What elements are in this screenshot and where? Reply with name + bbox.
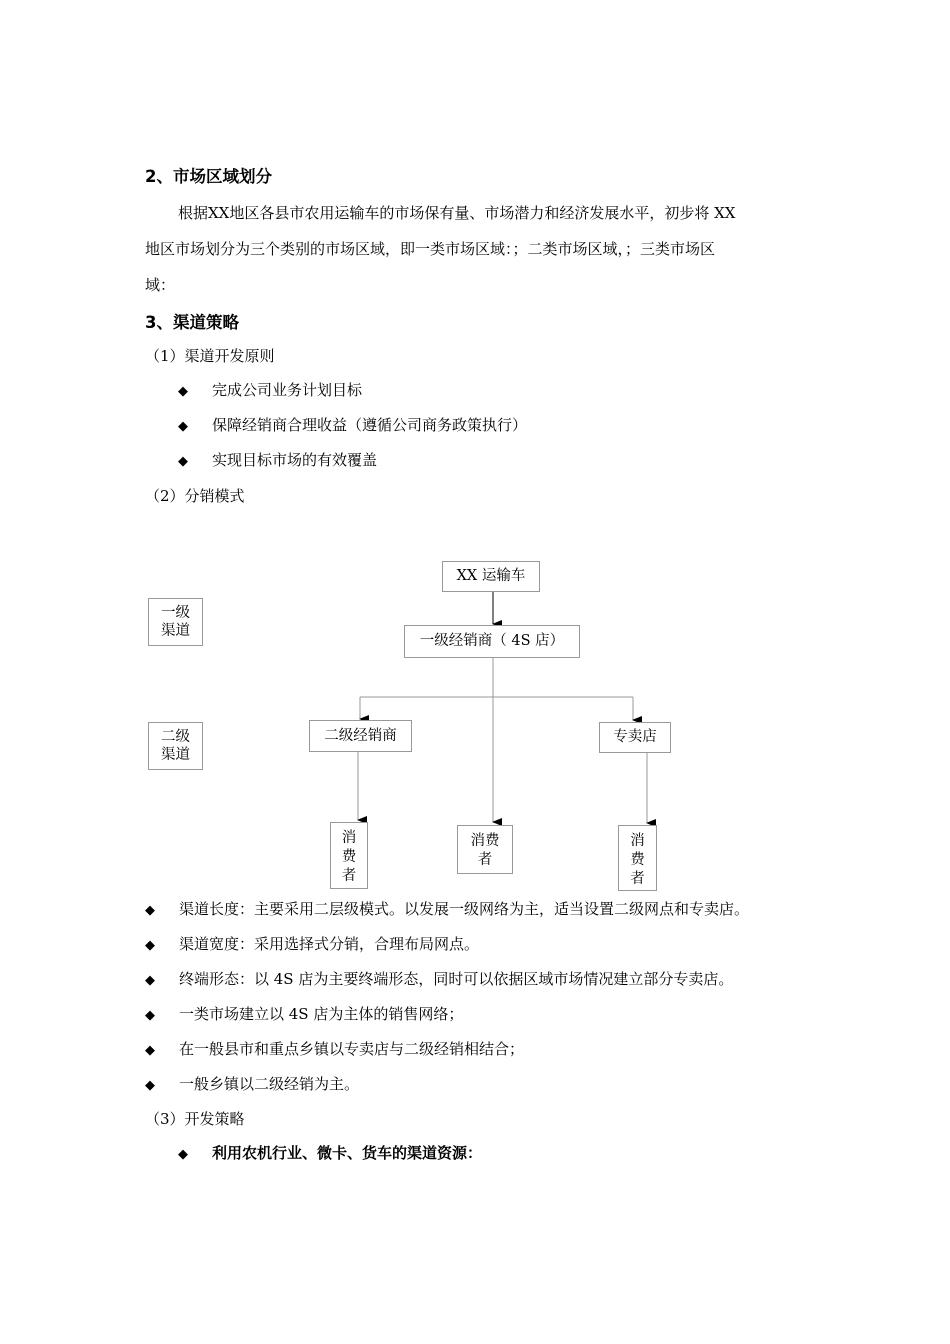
section-heading-market-division: 2、市场区域划分 — [145, 167, 272, 186]
diamond-bullet-icon: ◆ — [178, 419, 188, 434]
channel-point: ◆ 一般乡镇以二级经销为主。 — [145, 1075, 360, 1093]
diamond-bullet-icon: ◆ — [178, 1147, 188, 1162]
paragraph-line: 域： — [145, 276, 176, 294]
diamond-bullet-icon: ◆ — [145, 1008, 155, 1023]
principle-item: ◆ 完成公司业务计划目标 — [178, 381, 363, 399]
diamond-bullet-icon: ◆ — [145, 903, 155, 918]
level1-channel-label: 一级 渠道 — [148, 598, 203, 646]
subheading-channel-principles: （1）渠道开发原则 — [145, 347, 275, 365]
principle-item: ◆ 实现目标市场的有效覆盖 — [178, 451, 378, 469]
node-consumer: 消 费 者 — [618, 825, 657, 891]
diamond-bullet-icon: ◆ — [178, 384, 188, 399]
level2-channel-label: 二级 渠道 — [148, 722, 203, 770]
channel-point: ◆ 在一般县市和重点乡镇以专卖店与二级经销相结合； — [145, 1040, 525, 1058]
channel-point: ◆ 渠道长度：主要采用二层级模式。以发展一级网络为主，适当设置二级网点和专卖店。 — [145, 900, 750, 918]
subheading-development-strategy: （3）开发策略 — [145, 1110, 245, 1128]
node-first-dealer: 一级经销商（ 4S 店） — [404, 625, 580, 658]
diamond-bullet-icon: ◆ — [178, 454, 188, 469]
node-consumer: 消 费 者 — [330, 822, 368, 889]
subheading-distribution-model: （2）分销模式 — [145, 487, 245, 505]
node-xx-vehicle: XX 运输车 — [442, 561, 540, 592]
diamond-bullet-icon: ◆ — [145, 973, 155, 988]
diamond-bullet-icon: ◆ — [145, 1078, 155, 1093]
channel-point: ◆ 一类市场建立以 4S 店为主体的销售网络； — [145, 1005, 464, 1023]
channel-point: ◆ 终端形态：以 4S 店为主要终端形态，同时可以依据区域市场情况建立部分专卖店。 — [145, 970, 734, 988]
diamond-bullet-icon: ◆ — [145, 1043, 155, 1058]
paragraph-line: 地区市场划分为三个类别的市场区域，即一类市场区域：；二类市场区域，；三类市场区 — [145, 240, 716, 258]
channel-point: ◆ 渠道宽度：采用选择式分销，合理布局网点。 — [145, 935, 480, 953]
diamond-bullet-icon: ◆ — [145, 938, 155, 953]
section-heading-channel-strategy: 3、渠道策略 — [145, 313, 239, 332]
node-specialty-store: 专卖店 — [599, 722, 671, 753]
node-consumer: 消费 者 — [457, 825, 513, 874]
paragraph-line: 根据XX地区各县市农用运输车的市场保有量、市场潜力和经济发展水平，初步将 XX — [178, 204, 736, 222]
principle-item: ◆ 保障经销商合理收益（遵循公司商务政策执行） — [178, 416, 528, 434]
strategy-item: ◆ 利用农机行业、微卡、货车的渠道资源： — [178, 1144, 483, 1162]
node-second-dealer: 二级经销商 — [309, 720, 412, 752]
